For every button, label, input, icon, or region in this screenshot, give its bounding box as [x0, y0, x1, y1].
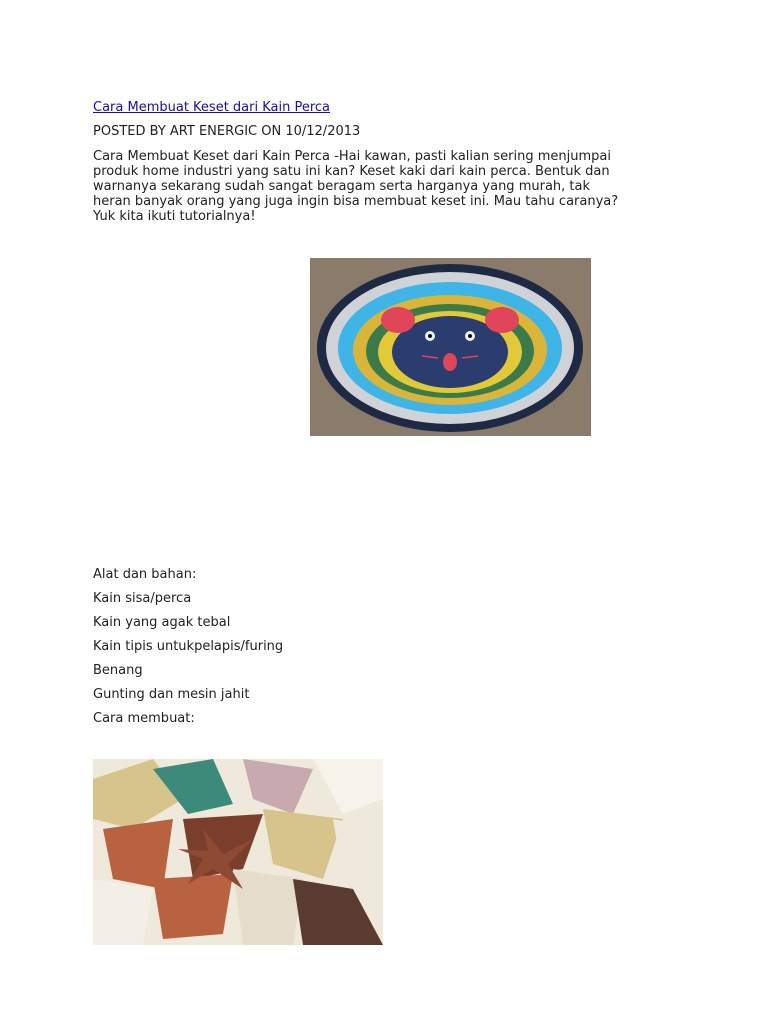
article-title-link[interactable]: Cara Membuat Keset dari Kain Perca [93, 100, 331, 115]
list-item: Kain sisa/perca [93, 591, 192, 606]
materials-list [93, 567, 283, 735]
intro-line: Cara Membuat Keset dari Kain Perca -Hai kawan, pasti kalian sering menjumpai [93, 149, 611, 164]
intro-line: produk home industri yang satu ini kan? Keset kaki dari kain perca. Bentuk dan [93, 164, 610, 179]
fabric-scraps-photo [93, 759, 383, 945]
rug-photo [310, 258, 591, 436]
list-item: Kain yang agak tebal [93, 615, 231, 630]
intro-line: heran banyak orang yang juga ingin bisa membuat keset ini. Mau tahu caranya? [93, 194, 619, 209]
list-item: Gunting dan mesin jahit [93, 687, 250, 702]
intro-paragraph [93, 149, 683, 224]
list-item: Kain tipis untukpelapis/furing [93, 639, 284, 654]
intro-line: warnanya sekarang sudah sangat beragam serta harganya yang murah, tak [93, 179, 591, 194]
intro-line: Yuk kita ikuti tutorialnya! [93, 209, 256, 224]
list-item: Benang [93, 663, 143, 678]
posted-by-line: POSTED BY ART ENERGIC ON 10/12/2013 [93, 124, 361, 139]
list-item: Cara membuat: [93, 711, 195, 726]
list-item: Alat dan bahan: [93, 567, 197, 582]
